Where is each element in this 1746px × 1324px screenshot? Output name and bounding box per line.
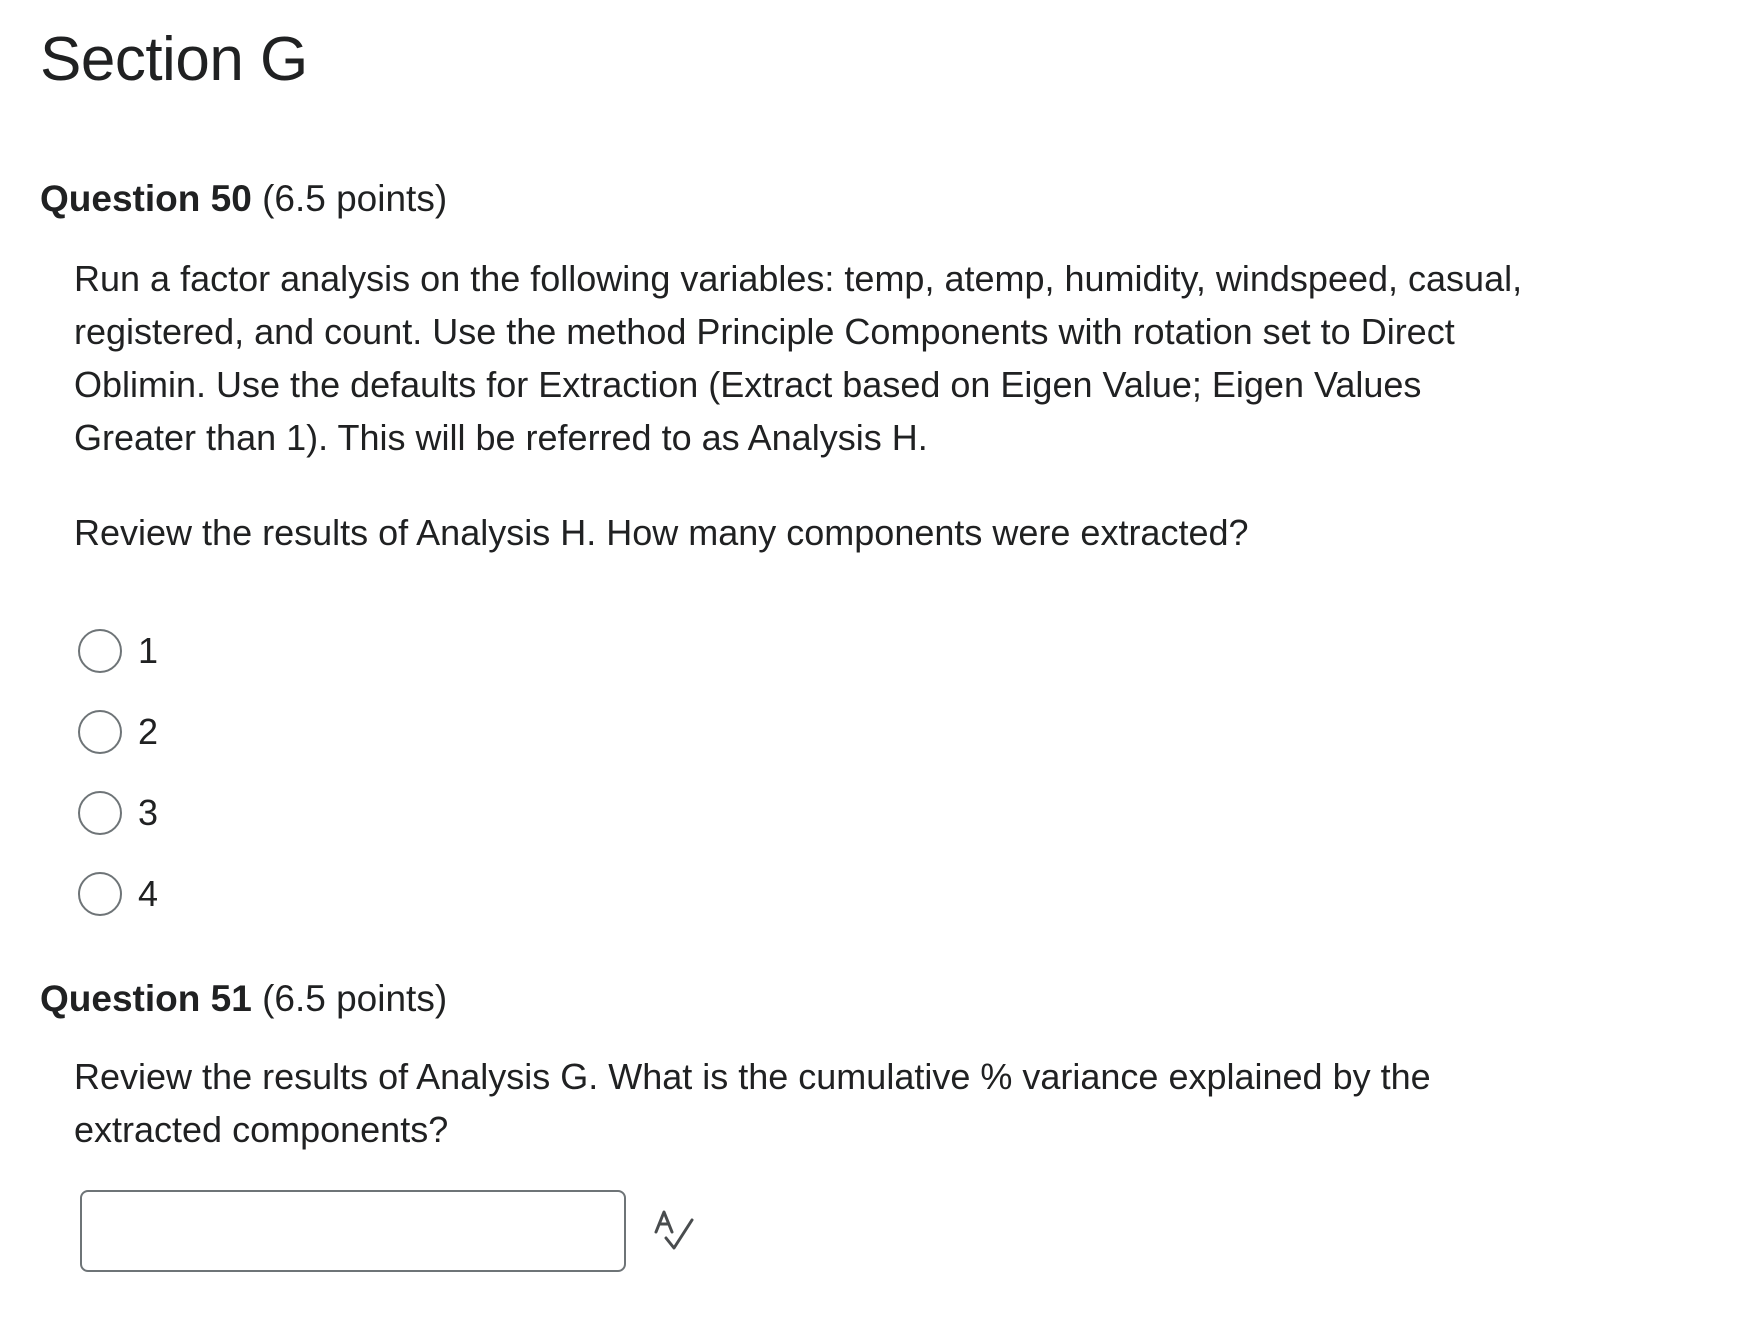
radio-button[interactable] [78,791,122,835]
spellcheck-icon[interactable] [652,1208,696,1254]
choice-3[interactable] [78,772,158,853]
choice-label[interactable]: 3 [138,791,159,833]
choice-label[interactable]: 2 [138,710,159,752]
question-50-choices [78,610,158,934]
radio-button[interactable] [78,629,122,673]
question-50-prompt: Review the results of Analysis H. How many components were extracted? [74,512,1249,553]
question-51-points: (6.5 points) [262,978,448,1019]
section-title: Section G [40,25,308,94]
choice-label[interactable]: 4 [138,872,159,914]
question-51-text: Review the results of Analysis G. What is the cumulative % variance explained by the extracted components? [74,1056,1431,1150]
question-50-text: Run a factor analysis on the following variables: temp, atemp, humidity, windspeed, casual, registered, and count. Use the method Principle Components with rotation set to Direct Oblimin. Use the defaults for Extraction (Extract based on Eigen Value; Eigen Values Greater than 1). This will be referred to as Analysis H. [74,258,1523,458]
question-51-heading [40,976,447,1022]
answer-input[interactable] [80,1190,626,1272]
choice-2[interactable] [78,691,158,772]
question-50-label: Question 50 [40,178,252,219]
radio-button[interactable] [78,872,122,916]
question-50-points: (6.5 points) [262,178,448,219]
question-50-heading [40,176,447,222]
choice-1[interactable] [78,610,158,691]
radio-button[interactable] [78,710,122,754]
choice-label[interactable]: 1 [138,629,159,671]
choice-4[interactable] [78,853,158,934]
question-51-label: Question 51 [40,978,252,1019]
